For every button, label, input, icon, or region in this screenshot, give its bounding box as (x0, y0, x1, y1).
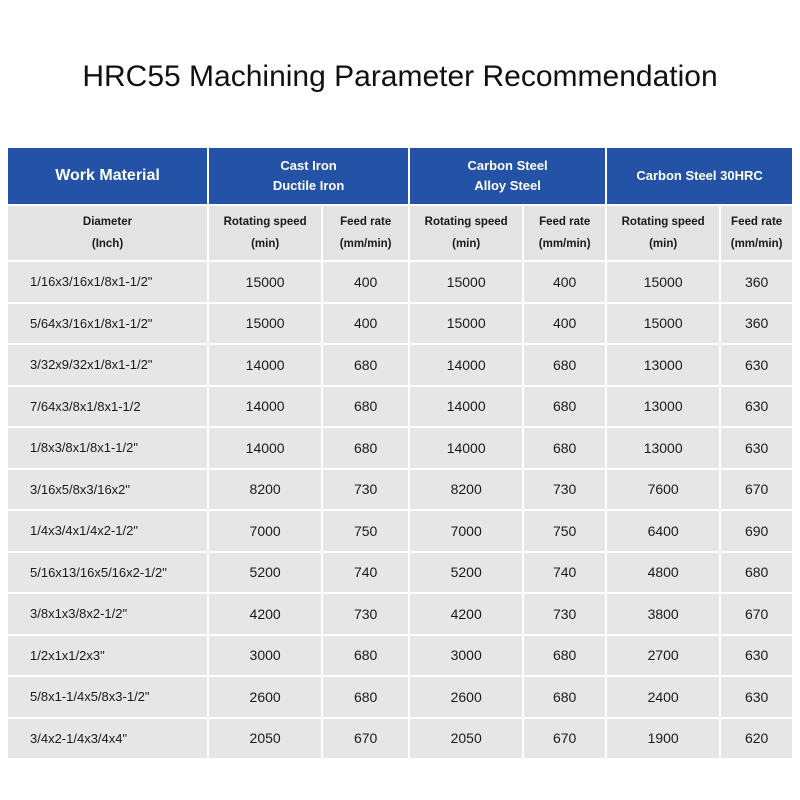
table-row (8, 262, 792, 302)
parameter-table (6, 146, 794, 760)
rotating-speed-cell: 2050 (410, 719, 522, 759)
rotating-speed-cell: 14000 (209, 387, 321, 427)
rotating-speed-cell: 8200 (410, 470, 522, 510)
sub-header-line: (min) (649, 238, 678, 250)
rotating-speed-cell: 15000 (410, 262, 522, 302)
group-header-carbon-steel-30hrc (607, 148, 792, 204)
feed-rate-cell: 620 (721, 719, 792, 759)
rotating-speed-cell: 5200 (410, 553, 522, 593)
feed-header (323, 206, 408, 260)
feed-rate-cell: 670 (524, 719, 605, 759)
sub-header-line: (mm/min) (339, 238, 392, 250)
rotating-speed-cell: 6400 (607, 511, 719, 551)
speed-header (410, 206, 522, 260)
feed-rate-cell: 740 (524, 553, 605, 593)
group-header-carbon-steel (410, 148, 605, 204)
feed-header (721, 206, 792, 260)
rotating-speed-cell: 2050 (209, 719, 321, 759)
feed-rate-cell: 730 (323, 470, 408, 510)
rotating-speed-cell: 14000 (209, 428, 321, 468)
rotating-speed-cell: 7600 (607, 470, 719, 510)
speed-header (607, 206, 719, 260)
diameter-cell: 3/4x2-1/4x3/4x4" (8, 719, 207, 759)
rotating-speed-cell: 15000 (410, 304, 522, 344)
rotating-speed-cell: 3000 (209, 636, 321, 676)
sub-header-line: Rotating speed (621, 216, 705, 228)
table-row (8, 511, 792, 551)
sub-header-line: (mm/min) (538, 238, 591, 250)
rotating-speed-cell: 5200 (209, 553, 321, 593)
feed-rate-cell: 750 (524, 511, 605, 551)
table-row (8, 636, 792, 676)
diameter-cell: 1/16x3/16x1/8x1-1/2" (8, 262, 207, 302)
rotating-speed-cell: 7000 (410, 511, 522, 551)
feed-rate-cell: 680 (323, 345, 408, 385)
diameter-cell: 5/64x3/16x1/8x1-1/2" (8, 304, 207, 344)
feed-rate-cell: 630 (721, 345, 792, 385)
feed-rate-cell: 680 (323, 677, 408, 717)
feed-rate-cell: 680 (524, 636, 605, 676)
feed-rate-cell: 360 (721, 262, 792, 302)
sub-header-line: Rotating speed (223, 216, 307, 228)
feed-rate-cell: 670 (721, 470, 792, 510)
diameter-cell: 1/2x1x1/2x3" (8, 636, 207, 676)
group-header-line: Cast Iron (280, 158, 337, 173)
table-row (8, 428, 792, 468)
feed-rate-cell: 670 (721, 594, 792, 634)
feed-rate-cell: 630 (721, 677, 792, 717)
rotating-speed-cell: 3000 (410, 636, 522, 676)
speed-header (209, 206, 321, 260)
feed-rate-cell: 680 (323, 428, 408, 468)
sub-header-row (8, 206, 792, 260)
feed-rate-cell: 740 (323, 553, 408, 593)
rotating-speed-cell: 4200 (209, 594, 321, 634)
feed-rate-cell: 670 (323, 719, 408, 759)
rotating-speed-cell: 3800 (607, 594, 719, 634)
rotating-speed-cell: 14000 (410, 345, 522, 385)
feed-rate-cell: 730 (524, 470, 605, 510)
rotating-speed-cell: 4200 (410, 594, 522, 634)
sub-header-line: Diameter (82, 216, 133, 228)
feed-header (524, 206, 605, 260)
diameter-cell: 5/16x13/16x5/16x2-1/2" (8, 553, 207, 593)
rotating-speed-cell: 1900 (607, 719, 719, 759)
work-material-header: Work Material (8, 148, 207, 204)
rotating-speed-cell: 2600 (209, 677, 321, 717)
feed-rate-cell: 680 (524, 387, 605, 427)
group-header-row (8, 148, 792, 204)
feed-rate-cell: 690 (721, 511, 792, 551)
table-row (8, 304, 792, 344)
diameter-header (8, 206, 207, 260)
feed-rate-cell: 680 (524, 345, 605, 385)
rotating-speed-cell: 15000 (607, 304, 719, 344)
sub-header-line: (min) (452, 238, 481, 250)
rotating-speed-cell: 4800 (607, 553, 719, 593)
sub-header-line: Feed rate (340, 216, 392, 228)
rotating-speed-cell: 15000 (209, 304, 321, 344)
feed-rate-cell: 680 (323, 636, 408, 676)
sub-header-line: (Inch) (91, 238, 124, 250)
sub-header-line: Rotating speed (424, 216, 508, 228)
diameter-cell: 5/8x1-1/4x5/8x3-1/2" (8, 677, 207, 717)
diameter-cell: 3/8x1x3/8x2-1/2" (8, 594, 207, 634)
table-row (8, 470, 792, 510)
sub-header-line: (mm/min) (730, 238, 783, 250)
rotating-speed-cell: 15000 (209, 262, 321, 302)
rotating-speed-cell: 13000 (607, 428, 719, 468)
diameter-cell: 3/16x5/8x3/16x2" (8, 470, 207, 510)
feed-rate-cell: 680 (524, 677, 605, 717)
rotating-speed-cell: 2700 (607, 636, 719, 676)
rotating-speed-cell: 2600 (410, 677, 522, 717)
feed-rate-cell: 730 (524, 594, 605, 634)
table-row (8, 345, 792, 385)
sub-header-line: Feed rate (731, 216, 783, 228)
diameter-cell: 1/4x3/4x1/4x2-1/2" (8, 511, 207, 551)
diameter-cell: 1/8x3/8x1/8x1-1/2" (8, 428, 207, 468)
rotating-speed-cell: 14000 (410, 387, 522, 427)
diameter-cell: 3/32x9/32x1/8x1-1/2" (8, 345, 207, 385)
feed-rate-cell: 400 (524, 262, 605, 302)
sub-header-line: Feed rate (539, 216, 591, 228)
group-header-line: Carbon Steel (467, 158, 548, 173)
rotating-speed-cell: 8200 (209, 470, 321, 510)
rotating-speed-cell: 15000 (607, 262, 719, 302)
page-title: HRC55 Machining Parameter Recommendation (82, 60, 718, 93)
feed-rate-cell: 750 (323, 511, 408, 551)
table-row (8, 719, 792, 759)
rotating-speed-cell: 13000 (607, 387, 719, 427)
feed-rate-cell: 400 (524, 304, 605, 344)
feed-rate-cell: 680 (323, 387, 408, 427)
table-row (8, 677, 792, 717)
feed-rate-cell: 630 (721, 387, 792, 427)
table-row (8, 594, 792, 634)
feed-rate-cell: 680 (524, 428, 605, 468)
group-header-line: Carbon Steel 30HRC (636, 168, 763, 183)
feed-rate-cell: 400 (323, 262, 408, 302)
group-header-line: Alloy Steel (474, 178, 541, 193)
sub-header-line: (min) (251, 238, 280, 250)
feed-rate-cell: 630 (721, 428, 792, 468)
rotating-speed-cell: 7000 (209, 511, 321, 551)
rotating-speed-cell: 14000 (209, 345, 321, 385)
rotating-speed-cell: 13000 (607, 345, 719, 385)
feed-rate-cell: 730 (323, 594, 408, 634)
feed-rate-cell: 400 (323, 304, 408, 344)
diameter-cell: 7/64x3/8x1/8x1-1/2 (8, 387, 207, 427)
feed-rate-cell: 680 (721, 553, 792, 593)
rotating-speed-cell: 2400 (607, 677, 719, 717)
group-header-line: Ductile Iron (272, 178, 345, 193)
feed-rate-cell: 630 (721, 636, 792, 676)
rotating-speed-cell: 14000 (410, 428, 522, 468)
feed-rate-cell: 360 (721, 304, 792, 344)
table-row (8, 553, 792, 593)
table-row (8, 387, 792, 427)
group-header-cast-iron (209, 148, 408, 204)
